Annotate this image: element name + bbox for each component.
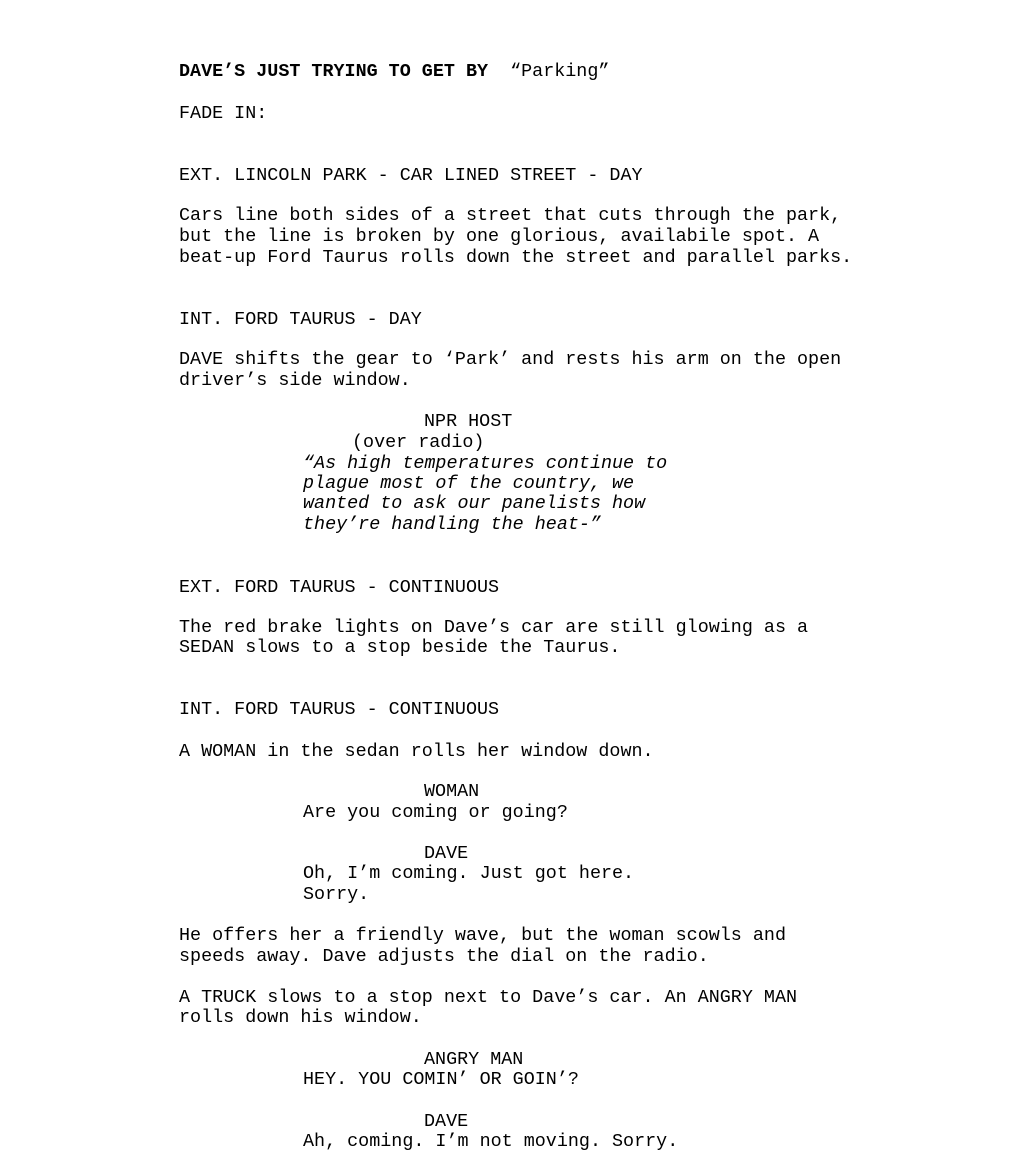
character-name: NPR HOST (424, 411, 513, 432)
dialogue-line: plague most of the country, we (303, 473, 635, 494)
title-line (179, 62, 609, 83)
scene-heading: INT. FORD TAURUS - CONTINUOUS (179, 699, 500, 720)
action-line: The red brake lights on Dave’s car are still glowing as a (179, 617, 809, 638)
action-line: DAVE shifts the gear to ‘Park’ and rests his arm on the open (179, 349, 842, 370)
character-name: DAVE (424, 843, 469, 864)
action-line: but the line is broken by one glorious, availabile spot. A (179, 226, 820, 247)
dialogue-line: “As high temperatures continue to (303, 453, 668, 474)
show-title: DAVE’S JUST TRYING TO GET BY (179, 61, 489, 82)
action-line: speeds away. Dave adjusts the dial on the radio. (179, 946, 709, 967)
dialogue-line: Ah, coming. I’m not moving. Sorry. (303, 1131, 679, 1152)
transition: FADE IN: (179, 103, 268, 124)
dialogue-line: wanted to ask our panelists how (303, 493, 646, 514)
dialogue-line: Sorry. (303, 884, 370, 905)
dialogue-line: they’re handling the heat-” (303, 514, 601, 535)
dialogue-line: Oh, I’m coming. Just got here. (303, 863, 635, 884)
action-line: SEDAN slows to a stop beside the Taurus. (179, 637, 621, 658)
character-name: DAVE (424, 1111, 469, 1132)
parenthetical: (over radio) (352, 432, 485, 453)
character-name: WOMAN (424, 781, 480, 802)
action-line: A TRUCK slows to a stop next to Dave’s car. An ANGRY MAN (179, 987, 798, 1008)
dialogue-line: Are you coming or going? (303, 802, 568, 823)
action-line: driver’s side window. (179, 370, 411, 391)
action-line: He offers her a friendly wave, but the woman scowls and (179, 925, 786, 946)
action-line: rolls down his window. (179, 1007, 422, 1028)
dialogue-line: HEY. YOU COMIN’ OR GOIN’? (303, 1069, 579, 1090)
episode-title: “Parking” (510, 61, 610, 82)
scene-heading: INT. FORD TAURUS - DAY (179, 309, 422, 330)
scene-heading: EXT. FORD TAURUS - CONTINUOUS (179, 577, 500, 598)
action-line: Cars line both sides of a street that cuts through the park, (179, 205, 842, 226)
action-line: beat-up Ford Taurus rolls down the street and parallel parks. (179, 247, 853, 268)
character-name: ANGRY MAN (424, 1049, 524, 1070)
scene-heading: EXT. LINCOLN PARK - CAR LINED STREET - DAY (179, 165, 643, 186)
action-line: A WOMAN in the sedan rolls her window down. (179, 741, 654, 762)
